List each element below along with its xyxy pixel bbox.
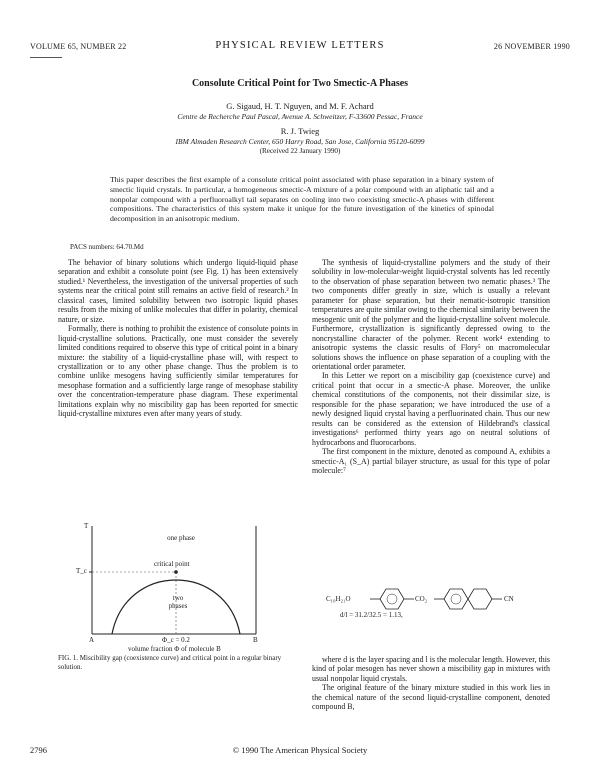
issue-date: 26 NOVEMBER 1990 (493, 42, 570, 51)
one-phase-label: one phase (167, 534, 195, 542)
nitrile-group: CN (504, 595, 514, 603)
paragraph: Formally, there is nothing to prohibit the existence of consolute points in liquid-crystalline solutions. Practically, one must consider the severely limited conditions required to observe this type of critical point in a binary mixture: the stability of a liquid-crystalline phase will, with respect to crystallization or to any other phase change. Thus the problem is to combine unlike mesogens having sufficiently similar temperatures for mesophase formation and a sufficiently large range of mesophase stability over the concentration-temperature phase diagram. These experimental limitations explain why no miscibility gap has been reported for smectic liquid-crystalline mixtures even after many years of study. (58, 324, 298, 419)
layer-ratio-equation: d/l = 31.2/32.5 = 1.13, (340, 611, 403, 619)
paragraph: The original feature of the binary mixture studied in this work lies in the chemical nature of the second liquid-crystalline component, denoted compound B, (312, 683, 550, 712)
component-b-label: B (253, 636, 258, 644)
author-list-1: G. Sigaud, H. T. Nguyen, and M. F. Achard (226, 101, 374, 111)
two-phases-label: two phases (168, 594, 188, 610)
tc-label: T_c (76, 567, 87, 575)
critical-point-label: critical point (154, 560, 190, 568)
component-a-label: A (89, 636, 95, 644)
paragraph: The synthesis of liquid-crystalline polymers and the study of their solubility in low-molecular-weight liquid-crystal solvents has led recently to the observation of phase separation between two nematic phases.³ The two components differ greatly in size, which is usually a relevant parameter for phase separation, but their nematic-isotropic transition temperatures are quite similar owing to the chemical similarity between the mesogenic unit of the polymer and the liquid-crystalline solvent molecule. Furthermore, crystallization is significantly depressed owing to the noncrystalline character of the polymer. Recent work⁴ extending to anisotropic systems the classic results of Flory⁵ on macromolecular solutions shows the influence on phase separation of a coupling with the orientational order parameter. (312, 258, 550, 371)
alkoxy-group: C₁₀H₂₁O (326, 595, 351, 603)
benzene-ring (380, 589, 404, 609)
aromatic-circle (387, 594, 397, 604)
chemical-structure (320, 585, 540, 613)
author-list-2: R. J. Twieg (280, 126, 320, 136)
figure-caption: FIG. 1. Miscibility gap (coexistence curve) and critical point in a regular binary solution. (58, 654, 282, 671)
journal-name: PHYSICAL REVIEW LETTERS (215, 40, 385, 51)
paragraph: The first component in the mixture, denoted as compound A, exhibits a smectic-A₁ (S_A) partial bilayer structure, as usual for this type of polar molecule:⁷ (312, 447, 550, 475)
paragraph: The behavior of binary solutions which undergo liquid-liquid phase separation and exhibit a consolute point (see Fig. 1) has been extensively studied.¹ Nevertheless, the investigation of the universal properties of such systems near the critical point still remains an active field of research.² In classical cases, limited solubility between two isotropic liquid phases results from the mixing of unlike molecules that differ in polarity, chemical nature, or size. (58, 258, 298, 324)
copyright-notice: © 1990 The American Physical Society (232, 745, 368, 755)
aromatic-circle (451, 594, 461, 604)
affiliation-1: Centre de Recherche Paul Pascal, Avenue A. Schweitzer, F-33600 Pessac, France (177, 112, 423, 121)
figure-1 (56, 522, 300, 652)
paper-title: Consolute Critical Point for Two Smectic-A Phases (191, 78, 409, 89)
running-header (30, 40, 570, 54)
phic-label: Φ_c = 0.2 (162, 636, 190, 644)
volume-number: VOLUME 65, NUMBER 22 (30, 42, 127, 51)
paragraph: In this Letter we report on a miscibility gap (coexistence curve) and critical point that occur in a smectic-A phase. Moreover, the unlike chemical constitutions of the components, not their dissimilar size, is responsible for the phase separation; we have introduced the use of a newly designed liquid crystal having a perfluorinated chain. Thus our new results can be considered as the extension of Hildebrand's classical investigations⁶ performed thirty years ago on neutral solutions of hydrocarbons and fluorocarbons. (312, 371, 550, 447)
temperature-axis-label: T (84, 522, 89, 530)
right-column (312, 258, 550, 475)
header-rule (30, 57, 62, 58)
affiliation-2: IBM Almaden Research Center, 650 Harry Road, San Jose, California 95120-6099 (175, 137, 425, 146)
benzene-ring (444, 589, 468, 609)
right-column-continued (312, 655, 550, 712)
naphthalene-ring (468, 589, 492, 609)
left-column (58, 258, 298, 419)
ester-group: CO₂ (415, 595, 428, 603)
paragraph: where d is the layer spacing and l is the molecular length. However, this kind of polar mesogen has never shown a miscibility gap in mixtures with usual nonpolar liquid crystals. (312, 655, 550, 683)
x-axis-label: volume fraction Φ of molecule B (128, 645, 221, 653)
page-number: 2796 (30, 745, 47, 755)
received-date: (Received 22 January 1990) (259, 147, 341, 155)
pacs-numbers: PACS numbers: 64.70.Md (70, 243, 144, 251)
abstract: This paper describes the first example of a consolute critical point associated with phase separation in a binary system of smectic liquid crystals. In particular, a homogeneous smectic-A mixture of a polar compound with an aliphatic tail and a nonpolar compound with a perfluoroalkyl tail separates on cooling into two coexisting smectic-A phases with different compositions. The characteristics of this system make it unique for the future investigation of the kinetics of spinodal decomposition in an anisotropic medium. (110, 175, 494, 224)
critical-point-marker (174, 570, 178, 574)
